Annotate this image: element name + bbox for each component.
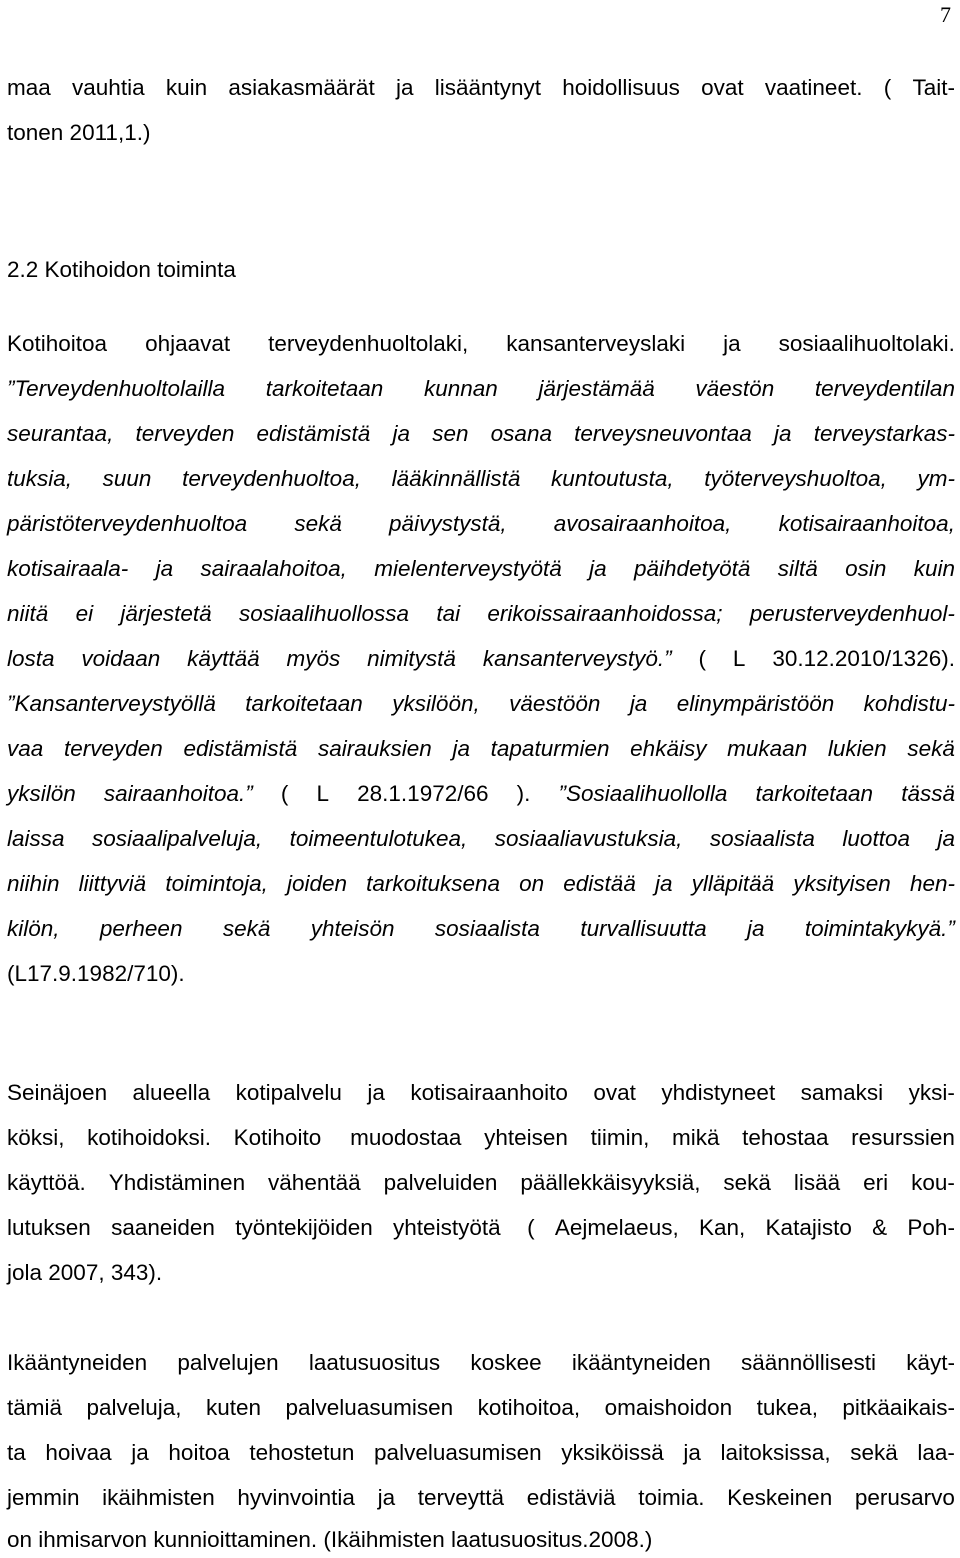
- word: väestöön: [509, 691, 601, 716]
- word: samaksi: [800, 1080, 884, 1105]
- word: lisää: [793, 1170, 841, 1195]
- word: yksiköissä: [561, 1440, 664, 1465]
- word: toimia.: [638, 1485, 705, 1510]
- word: kotisairaala-: [7, 556, 129, 581]
- word: koskee: [470, 1350, 542, 1375]
- word: laa-: [917, 1440, 955, 1465]
- word: Seinäjoen: [7, 1080, 108, 1105]
- text-line: [7, 1483, 955, 1513]
- word: 30.12.2010/1326).: [772, 646, 955, 671]
- word: jemmin: [7, 1485, 80, 1510]
- word: terveystarkas-: [813, 421, 955, 446]
- word: yksi-: [908, 1080, 955, 1105]
- text-line: [7, 914, 955, 944]
- word: sosiaalista: [434, 916, 540, 941]
- word: yhteistyötä: [393, 1215, 507, 1240]
- word: 28.1.1972/66: [357, 781, 489, 806]
- word: päihdetyötä: [634, 556, 751, 581]
- word: terveydenhuoltolaki,: [268, 331, 469, 356]
- word: losta: [7, 646, 55, 671]
- word: niihin: [7, 871, 60, 896]
- word: yhdistyneet: [661, 1080, 776, 1105]
- word: ”Terveydenhuoltolailla: [7, 376, 226, 401]
- text-line: [7, 824, 955, 854]
- text-line: [7, 419, 955, 449]
- word: palveluja,: [86, 1395, 182, 1420]
- word: hyvinvointia: [237, 1485, 355, 1510]
- word: (: [280, 781, 289, 806]
- word: sekä: [723, 1170, 771, 1195]
- word: laitoksissa,: [720, 1440, 831, 1465]
- word: ja: [683, 1440, 701, 1465]
- word: kotisairaanhoito: [410, 1080, 568, 1105]
- text-line: tonen 2011,1.): [7, 120, 151, 145]
- word: (: [698, 646, 707, 671]
- word: yksilöön,: [392, 691, 480, 716]
- word: sairaanhoitoa.”: [103, 781, 253, 806]
- word: palveluasumisen: [285, 1395, 454, 1420]
- word: Yhdistäminen: [108, 1170, 246, 1195]
- word: Kan,: [698, 1215, 746, 1240]
- text-line: [7, 1078, 955, 1108]
- word: sairauksien: [317, 736, 432, 761]
- word: voidaan: [81, 646, 161, 671]
- text-line: [7, 1348, 955, 1378]
- word: ei: [75, 601, 94, 626]
- word: edistämistä: [256, 421, 371, 446]
- word: edistäviä: [526, 1485, 616, 1510]
- word: työntekijöiden: [235, 1215, 373, 1240]
- word: sosiaalipalveluja,: [92, 826, 263, 851]
- word: sosiaalihuollossa: [238, 601, 410, 626]
- word: kunnan: [423, 376, 498, 401]
- word: ja: [395, 75, 414, 100]
- word: asiakasmäärät: [228, 75, 375, 100]
- word: hoivaa: [45, 1440, 112, 1465]
- word: ovat: [701, 75, 744, 100]
- word: tässä: [901, 781, 955, 806]
- word: laatusuositus: [308, 1350, 441, 1375]
- word: kansanterveystyö.”: [482, 646, 672, 671]
- word: järjestämää: [538, 376, 655, 401]
- word: yhteisen: [484, 1125, 568, 1150]
- word: toimintakykyä.”: [804, 916, 955, 941]
- word: perusarvo: [854, 1485, 955, 1510]
- word: ta: [7, 1440, 26, 1465]
- word: sen: [432, 421, 469, 446]
- word: ja: [367, 1080, 385, 1105]
- text-line: [7, 779, 955, 809]
- word: kotisairaanhoitoa,: [778, 511, 955, 536]
- text-line: [7, 1393, 955, 1423]
- word: kotihoitoa,: [477, 1395, 581, 1420]
- word: käyt-: [906, 1350, 955, 1375]
- word: eri: [863, 1170, 889, 1195]
- word: palveluasumisen: [374, 1440, 542, 1465]
- word: nimitystä: [367, 646, 456, 671]
- word: ja: [937, 826, 955, 851]
- word: on: [519, 871, 545, 896]
- word: ja: [131, 1440, 149, 1465]
- word: ylläpitää: [691, 871, 775, 896]
- word: perusterveydenhuol-: [749, 601, 955, 626]
- word: terveydenhuoltoa,: [182, 466, 361, 491]
- text-line: [7, 374, 955, 404]
- word: tarkoituksena: [366, 871, 500, 896]
- word: ja: [452, 736, 470, 761]
- word: toimeentulotukea,: [289, 826, 468, 851]
- word: lääkinnällistä: [391, 466, 521, 491]
- word: Kotihoito: [233, 1125, 328, 1150]
- word: ja: [723, 331, 741, 356]
- page-number: 7: [940, 2, 951, 27]
- word: edistämistä: [183, 736, 298, 761]
- word: niitä: [7, 601, 49, 626]
- text-line: [7, 689, 955, 719]
- word: toimintoja,: [165, 871, 268, 896]
- text-line: [7, 869, 955, 899]
- word: kansanterveyslaki: [506, 331, 686, 356]
- word: (: [883, 75, 892, 100]
- word: omaishoidon: [604, 1395, 733, 1420]
- word: vaatineet.: [764, 75, 863, 100]
- word: L: [732, 646, 746, 671]
- word: ja: [377, 1485, 396, 1510]
- word: liittyviä: [78, 871, 147, 896]
- word: tiimin,: [590, 1125, 650, 1150]
- word: päristöterveydenhuoltoa: [7, 511, 248, 536]
- word: tuksia,: [7, 466, 73, 491]
- text-line: [7, 734, 955, 764]
- word: sekä: [907, 736, 955, 761]
- word: Tait-: [912, 75, 955, 100]
- word: sosiaalista: [709, 826, 815, 851]
- word: seurantaa,: [7, 421, 114, 446]
- text-line: [7, 1213, 955, 1243]
- word: tapaturmien: [490, 736, 610, 761]
- word: vauhtia: [72, 75, 145, 100]
- word: sairaalahoitoa,: [200, 556, 347, 581]
- word: ym-: [917, 466, 955, 491]
- word: resurssien: [851, 1125, 955, 1150]
- word: kuten: [206, 1395, 262, 1420]
- word: elinympäristöön: [676, 691, 835, 716]
- word: lukien: [827, 736, 887, 761]
- word: lutuksen: [7, 1215, 91, 1240]
- word: ohjaavat: [145, 331, 231, 356]
- word: erikoissairaanhoidossa;: [487, 601, 723, 626]
- word: tämiä: [7, 1395, 63, 1420]
- word: tehostaa: [742, 1125, 829, 1150]
- text-line: [7, 1438, 955, 1468]
- word: terveydentilan: [814, 376, 955, 401]
- word: sosiaalihuoltolaki.: [778, 331, 955, 356]
- word: sekä: [222, 916, 271, 941]
- word: pitkäaikais-: [842, 1395, 955, 1420]
- word: muodostaa: [350, 1125, 462, 1150]
- word: ”Kansanterveystyöllä: [7, 691, 216, 716]
- word: luottoa: [842, 826, 910, 851]
- word: turvallisuutta: [580, 916, 707, 941]
- text-line: [7, 644, 955, 674]
- word: ikääntyneiden: [571, 1350, 711, 1375]
- word: säännöllisesti: [740, 1350, 877, 1375]
- word: tukea,: [756, 1395, 818, 1420]
- word: työterveyshuoltoa,: [704, 466, 887, 491]
- word: Poh-: [907, 1215, 955, 1240]
- word: siltä: [777, 556, 818, 581]
- word: joiden: [286, 871, 348, 896]
- text-line: [7, 509, 955, 539]
- word: järjestetä: [120, 601, 212, 626]
- word: päällekkäisyyksiä,: [520, 1170, 701, 1195]
- word: kohdistu-: [863, 691, 955, 716]
- word: Keskeinen: [727, 1485, 833, 1510]
- word: yksityisen: [793, 871, 891, 896]
- word: ehkäisy: [630, 736, 707, 761]
- word: mielenterveystyötä: [374, 556, 562, 581]
- word: perheen: [99, 916, 183, 941]
- word: hen-: [909, 871, 955, 896]
- word: ”Sosiaalihuollolla: [558, 781, 728, 806]
- word: avosairaanhoitoa,: [553, 511, 732, 536]
- word: sekä: [850, 1440, 898, 1465]
- word: käyttöä.: [7, 1170, 86, 1195]
- word: vaa: [7, 736, 44, 761]
- word: edistää: [563, 871, 636, 896]
- word: osana: [490, 421, 552, 446]
- word: Ikääntyneiden: [7, 1350, 148, 1375]
- word: väestön: [695, 376, 775, 401]
- word: hoidollisuus: [562, 75, 680, 100]
- word: palvelujen: [177, 1350, 279, 1375]
- word: kotipalvelu: [235, 1080, 342, 1105]
- word: saaneiden: [111, 1215, 215, 1240]
- word: (: [527, 1215, 535, 1240]
- word: ja: [589, 556, 607, 581]
- word: maa: [7, 75, 51, 100]
- word: Aejmelaeus,: [554, 1215, 679, 1240]
- word: yhteisön: [310, 916, 395, 941]
- word: tai: [436, 601, 461, 626]
- word: ja: [155, 556, 174, 581]
- word: terveysneuvontaa: [574, 421, 752, 446]
- word: ja: [629, 691, 648, 716]
- text-line: [7, 464, 955, 494]
- text-line: (L17.9.1982/710).: [7, 961, 185, 986]
- word: tehostetun: [249, 1440, 355, 1465]
- word: kuntoutusta,: [551, 466, 674, 491]
- word: suun: [102, 466, 152, 491]
- word: kotihoidoksi.: [87, 1125, 211, 1150]
- word: &: [872, 1215, 888, 1240]
- word: palveluiden: [383, 1170, 498, 1195]
- text-line: jola 2007, 343).: [7, 1260, 163, 1285]
- word: kilön,: [7, 916, 60, 941]
- word: Kotihoitoa: [7, 331, 108, 356]
- word: sekä: [294, 511, 342, 536]
- word: tarkoitetaan: [755, 781, 874, 806]
- word: Katajisto: [765, 1215, 852, 1240]
- section-heading: 2.2 Kotihoidon toiminta: [7, 257, 236, 282]
- word: mukaan: [727, 736, 808, 761]
- word: osin: [845, 556, 887, 581]
- text-line: on ihmisarvon kunnioittaminen. (Ikäihmisten laatusuositus.2008.): [7, 1527, 653, 1552]
- word: ja: [392, 421, 411, 446]
- word: ja: [773, 421, 792, 446]
- word: päivystystä,: [389, 511, 507, 536]
- word: ).: [516, 781, 531, 806]
- text-line: [7, 599, 955, 629]
- text-line: [7, 73, 955, 103]
- word: myös: [286, 646, 341, 671]
- word: tarkoitetaan: [245, 691, 363, 716]
- word: hoitoa: [168, 1440, 230, 1465]
- word: ovat: [593, 1080, 636, 1105]
- text-line: [7, 554, 955, 584]
- word: tarkoitetaan: [265, 376, 384, 401]
- word: alueella: [132, 1080, 211, 1105]
- word: lisääntynyt: [434, 75, 542, 100]
- text-line: [7, 1123, 955, 1153]
- word: ja: [654, 871, 673, 896]
- word: yksilön: [7, 781, 76, 806]
- word: kuin: [165, 75, 208, 100]
- word: ja: [746, 916, 765, 941]
- text-line: [7, 329, 955, 359]
- word: kuin: [913, 556, 955, 581]
- word: laissa: [7, 826, 65, 851]
- word: terveyttä: [417, 1485, 505, 1510]
- word: terveyden: [63, 736, 163, 761]
- word: käyttää: [187, 646, 260, 671]
- text-line: [7, 1168, 955, 1198]
- word: mikä: [672, 1125, 720, 1150]
- word: vähentää: [268, 1170, 361, 1195]
- word: terveyden: [135, 421, 235, 446]
- word: sosiaaliavustuksia,: [494, 826, 683, 851]
- word: L: [316, 781, 330, 806]
- word: ikäihmisten: [102, 1485, 215, 1510]
- word: kou-: [911, 1170, 955, 1195]
- word: köksi,: [7, 1125, 65, 1150]
